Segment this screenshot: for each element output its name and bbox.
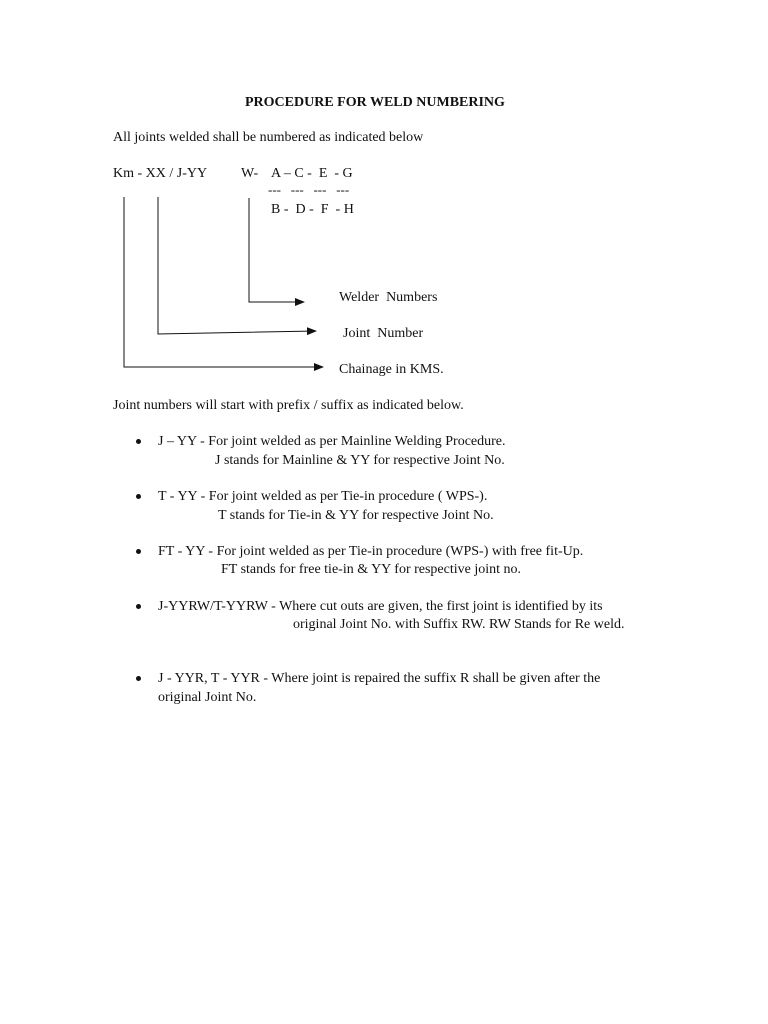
- page-title: PROCEDURE FOR WELD NUMBERING: [245, 95, 505, 110]
- bullet-icon: [136, 604, 141, 609]
- bullet-subline: FT stands for free tie-in & YY for respective joint no.: [221, 562, 522, 577]
- bullet-subline: original Joint No.: [158, 690, 257, 705]
- label-chainage: Chainage in KMS.: [339, 362, 444, 377]
- bullet-subline: original Joint No. with Suffix RW. RW Stands for Re weld.: [293, 617, 625, 632]
- label-welder-numbers: Welder Numbers: [339, 290, 438, 305]
- bullet-line: J-YYRW/T-YYRW - Where cut outs are given, the first joint is identified by its: [158, 599, 603, 614]
- intro-text: All joints welded shall be numbered as indicated below: [113, 130, 424, 145]
- format-welder-top: A – C - E - G: [271, 166, 353, 181]
- joint-connector-arrow: [158, 197, 316, 334]
- format-prefix: Km - XX / J-YY: [113, 166, 208, 181]
- chainage-connector-arrow: [124, 197, 323, 367]
- format-welder-bottom: B - D - F - H: [271, 202, 354, 217]
- bullet-icon: [136, 676, 141, 681]
- welder-connector-arrow: [249, 198, 304, 302]
- prefix-intro: Joint numbers will start with prefix / suffix as indicated below.: [113, 398, 464, 413]
- bullet-subline: J stands for Mainline & YY for respective Joint No.: [215, 453, 505, 468]
- bullet-icon: [136, 549, 141, 554]
- bullet-line: FT - YY - For joint welded as per Tie-in procedure (WPS-) with free fit-Up.: [158, 544, 584, 559]
- bullet-line: J – YY - For joint welded as per Mainline Welding Procedure.: [158, 434, 506, 449]
- bullet-subline: T stands for Tie-in & YY for respective Joint No.: [218, 508, 494, 523]
- bullet-icon: [136, 494, 141, 499]
- format-dashes: --- --- --- ---: [268, 182, 350, 197]
- bullet-line: T - YY - For joint welded as per Tie-in procedure ( WPS-).: [158, 489, 488, 504]
- bullet-icon: [136, 439, 141, 444]
- format-welder-prefix: W-: [241, 166, 259, 181]
- bullet-line: J - YYR, T - YYR - Where joint is repaired the suffix R shall be given after the: [158, 671, 601, 686]
- label-joint-number: Joint Number: [343, 326, 424, 341]
